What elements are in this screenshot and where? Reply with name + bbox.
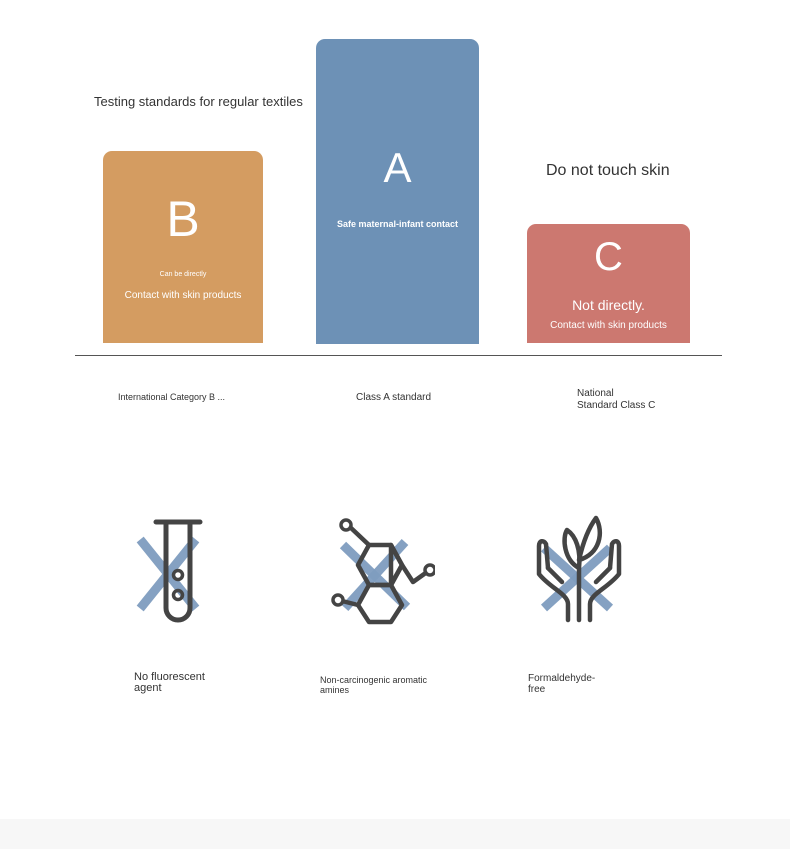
feature-label-fluorescent: [134, 672, 205, 694]
heading-regular-textiles: Testing standards for regular textiles: [94, 94, 303, 109]
label-class-a: Class A standard: [356, 392, 432, 403]
baseline-divider: [75, 355, 722, 356]
card-a-desc: Safe maternal-infant contact: [336, 219, 459, 229]
card-b-letter: B: [166, 191, 200, 247]
card-class-a: [316, 39, 479, 344]
card-class-b: [103, 151, 263, 343]
card-b-sub: Can be directly: [159, 271, 207, 278]
feature-label-formaldehyde-line1: Formaldehyde-: [528, 673, 596, 684]
card-a-letter: A: [383, 144, 412, 191]
test-tube-icon: [122, 510, 232, 630]
heading-no-skin: Do not touch skin: [546, 162, 670, 179]
feature-label-fluorescent-line2: agent: [134, 682, 162, 694]
card-c-sub: Not directly.: [572, 297, 645, 313]
feature-label-formaldehyde-line2: free: [528, 684, 546, 695]
label-class-c-line1: National: [577, 388, 614, 399]
feature-label-amines-line2: amines: [320, 685, 350, 695]
feature-label-amines: [320, 675, 427, 695]
card-class-c: [527, 224, 690, 343]
label-class-b: International Category B ...: [118, 392, 226, 402]
footer-strip: [0, 819, 790, 849]
feature-label-amines-line1: Non-carcinogenic aromatic: [320, 675, 428, 685]
feature-label-formaldehyde: [528, 673, 595, 695]
label-class-c: [577, 388, 655, 412]
feature-label-fluorescent-line1: No fluorescent: [134, 671, 205, 683]
molecule-icon: [325, 510, 435, 630]
plant-hands-icon: [524, 508, 634, 628]
card-b-desc: Contact with skin products: [124, 290, 242, 301]
card-c-letter: C: [594, 235, 623, 279]
card-c-desc: Contact with skin products: [550, 320, 667, 331]
label-class-c-line2: Standard Class C: [577, 400, 656, 411]
